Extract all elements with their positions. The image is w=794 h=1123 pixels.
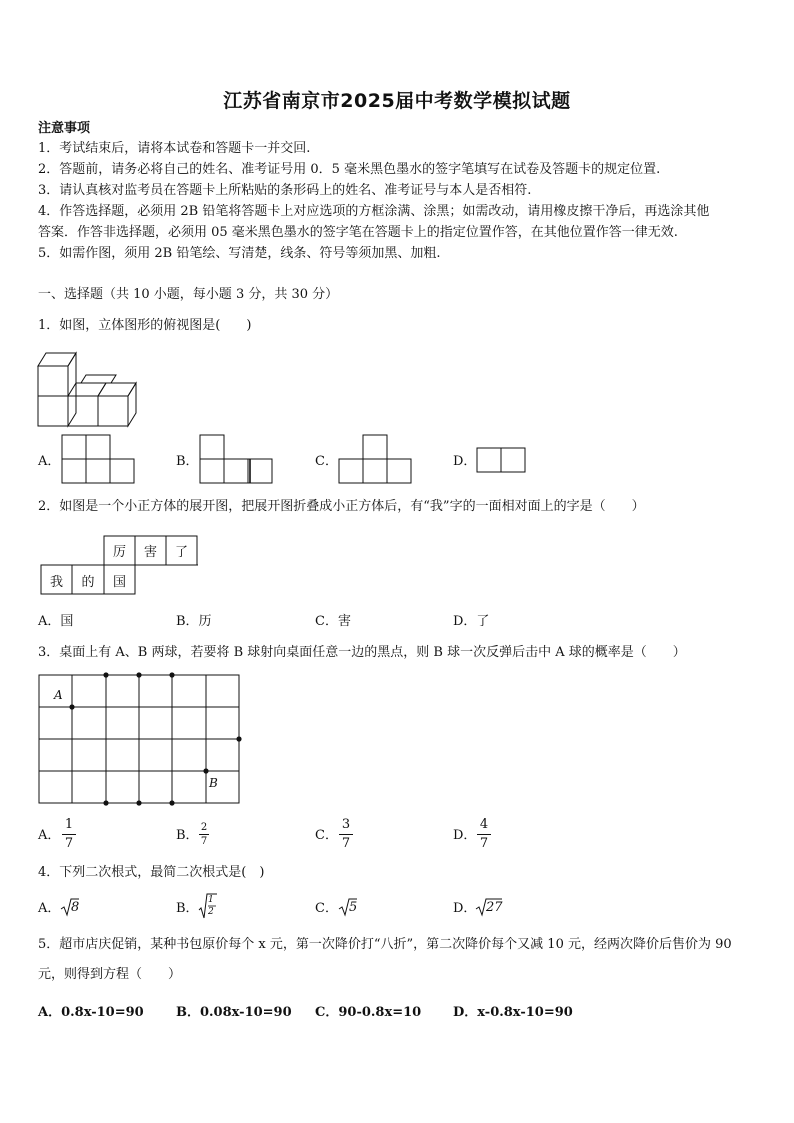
notice-item: 2．答题前，请务必将自己的姓名、准考证号用 0．5 毫米黑色墨水的签字笔填写在试卷及答题卡的规定位置.: [38, 162, 661, 177]
q3-option-d-fraction: 4 7: [477, 817, 491, 852]
q1-option-c[interactable]: C．: [315, 454, 338, 469]
q2-cube-net: [40, 535, 200, 597]
q3-option-b[interactable]: B．: [176, 828, 199, 843]
q3-billiard-table: [36, 672, 246, 806]
ball-a-label: A: [54, 688, 63, 702]
q1-option-b[interactable]: B．: [176, 454, 199, 469]
ball-b-label: B: [209, 776, 218, 790]
q1-option-d[interactable]: D．: [453, 454, 477, 469]
net-cell: 害: [143, 545, 157, 560]
q1-option-a[interactable]: A．: [38, 454, 61, 469]
q4-option-d-radical: 27: [475, 897, 503, 917]
q2-option-b[interactable]: B．历: [176, 614, 212, 629]
q4-option-d[interactable]: D．: [453, 901, 477, 916]
q1-option-c-figure: [338, 434, 414, 486]
question-1-stem: 1．如图，立体图形的俯视图是( ): [38, 318, 252, 333]
q2-option-c[interactable]: C．害: [315, 614, 351, 629]
notice-item: 答案．作答非选择题，必须用 05 毫米黑色墨水的签字笔在答题卡上的指定位置作答，在其他位置作答一律无效.: [38, 225, 678, 240]
q5-option-d[interactable]: D．x-0.8x-10=90: [453, 1005, 573, 1020]
net-cell: 国: [112, 575, 126, 590]
q4-option-c[interactable]: C．: [315, 901, 338, 916]
q4-option-a[interactable]: A．: [38, 901, 61, 916]
q1-option-d-figure: [476, 447, 528, 475]
q3-option-b-fraction: 2 7: [200, 822, 208, 847]
question-4-stem: 4．下列二次根式，最简二次根式是( ): [38, 865, 265, 880]
q1-option-a-figure: [61, 434, 137, 486]
net-cell: 厉: [112, 545, 126, 560]
q4-option-a-radical: 8: [60, 897, 80, 917]
q1-option-b-figure: [199, 434, 277, 486]
q4-option-c-radical: 5: [338, 897, 358, 917]
q3-option-c-fraction: 3 7: [339, 817, 353, 852]
q2-option-a[interactable]: A．国: [38, 614, 74, 629]
q3-option-c[interactable]: C．: [315, 828, 338, 843]
q5-option-b[interactable]: B．0.08x-10=90: [176, 1005, 292, 1020]
page-title: 江苏省南京市2025届中考数学模拟试题: [223, 90, 571, 112]
section-heading: 一、选择题（共 10 小题，每小题 3 分，共 30 分）: [38, 287, 339, 302]
q4-option-b-radical: 1 2: [198, 892, 218, 920]
q3-option-d[interactable]: D．: [453, 828, 477, 843]
notice-item: 5．如需作图，须用 2B 铅笔绘、写清楚，线条、符号等须加黑、加粗.: [38, 246, 441, 261]
net-cell: 我: [49, 575, 63, 590]
question-3-stem: 3．桌面上有 A、B 两球，若要将 B 球射向桌面任意一边的黑点，则 B 球一次反弹后击中 A 球的概率是（ ）: [38, 645, 686, 660]
q3-option-a-fraction: 1 7: [62, 817, 76, 852]
net-cell: 的: [81, 575, 95, 590]
question-5-stem: 5．超市店庆促销，某种书包原价每个 x 元，第一次降价打“八折”，第二次降价每个又减 10 元，经两次降价后售价为 90: [38, 937, 732, 952]
q5-option-c[interactable]: C．90-0.8x=10: [315, 1005, 422, 1020]
q4-option-b[interactable]: B．: [176, 901, 199, 916]
net-cell: 了: [174, 545, 188, 560]
question-5-stem-cont: 元，则得到方程（ ）: [38, 967, 182, 982]
q3-option-a[interactable]: A．: [38, 828, 61, 843]
question-2-stem: 2．如图是一个小正方体的展开图，把展开图折叠成小正方体后，有“我”字的一面相对面上的字是（ ）: [38, 499, 645, 514]
q5-option-a[interactable]: A．0.8x-10=90: [38, 1005, 144, 1020]
notice-item: 1．考试结束后，请将本试卷和答题卡一并交回.: [38, 141, 311, 156]
notice-heading: 注意事项: [38, 121, 91, 136]
notice-item: 3．请认真核对监考员在答题卡上所粘贴的条形码上的姓名、准考证号与本人是否相符.: [38, 183, 532, 198]
q1-solid-figure: [36, 350, 148, 428]
notice-item: 4．作答选择题，必须用 2B 铅笔将答题卡上对应选项的方框涂满、涂黑；如需改动，请用橡皮擦干净后，再选涂其他: [38, 204, 710, 219]
q2-option-d[interactable]: D．了: [453, 614, 490, 629]
